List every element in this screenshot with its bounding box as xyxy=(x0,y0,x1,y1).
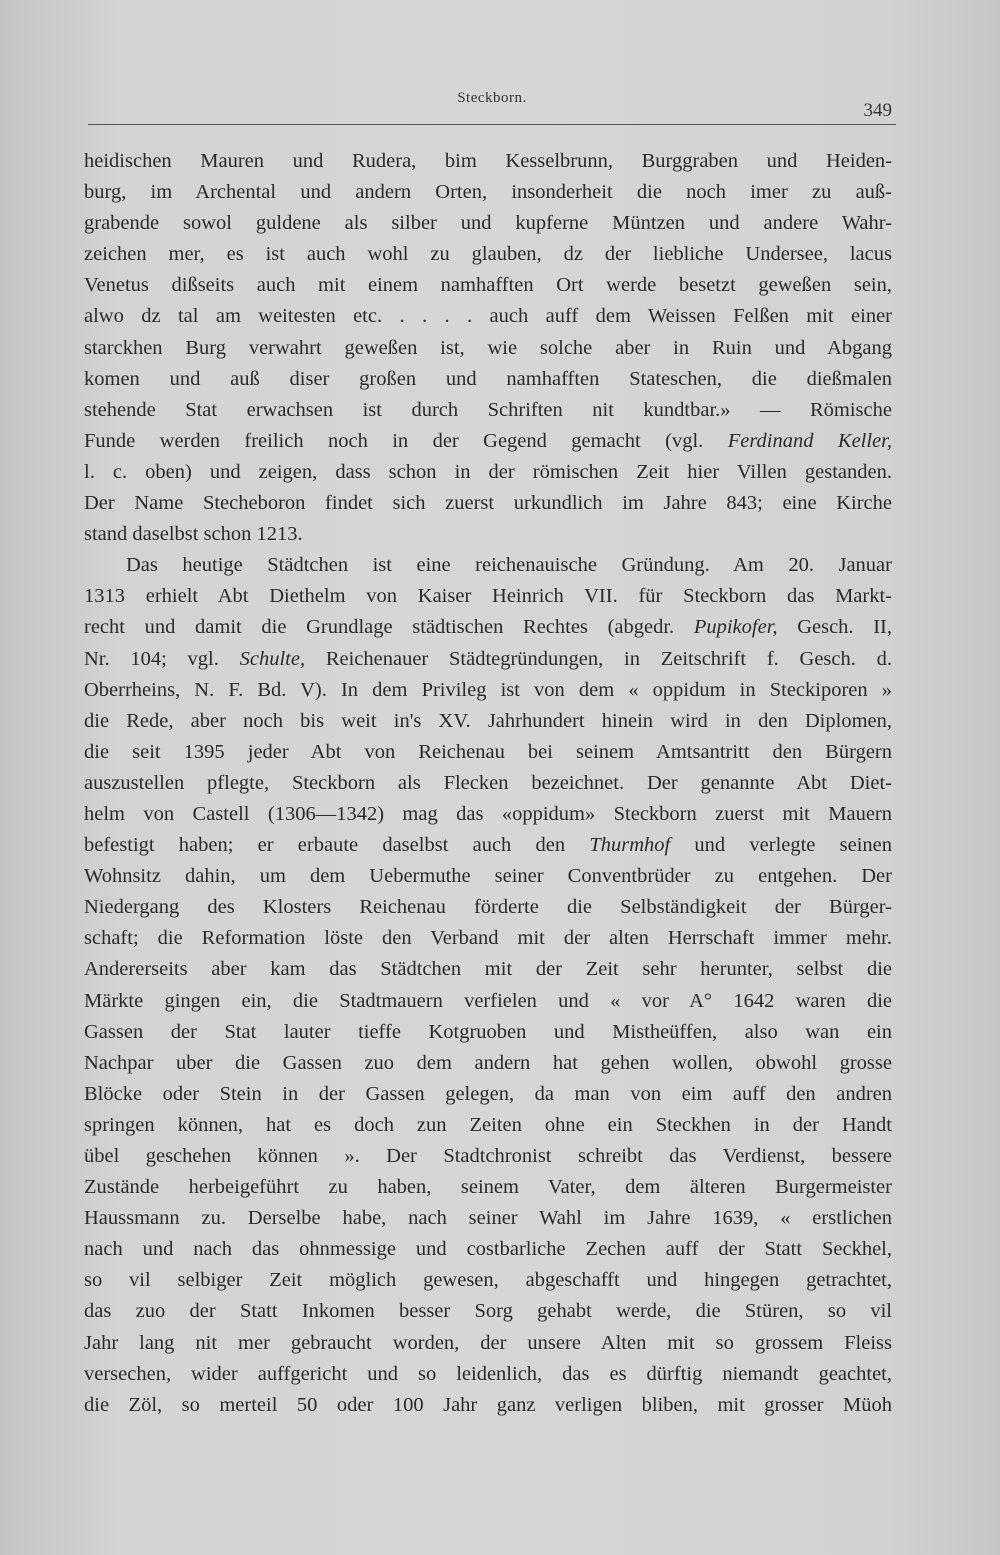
running-head: Steckborn. xyxy=(457,90,527,106)
text-line-15: 1313 erhielt Abt Diethelm von Kaiser Heinrich VII. für Steckborn das Markt- xyxy=(84,585,892,608)
text-line-6: alwo dz tal am weitesten etc. . . . . auch auff dem Weissen Felßen mit einer xyxy=(84,305,892,328)
text-line-23 xyxy=(84,830,892,861)
text-line-18: Oberrheins, N. F. Bd. V). In dem Privileg ist von dem « oppidum in Steckiporen » xyxy=(84,678,892,701)
text-line-26: schaft; die Reformation löste den Verband mit der alten Herrschaft immer mehr. xyxy=(84,927,892,950)
text-line-39: Jahr lang nit mer gebraucht worden, der unsere Alten mit so grossem Fleiss xyxy=(84,1331,892,1354)
text-line-25: Niedergang des Klosters Reichenau förderte die Selbständigkeit der Bürger- xyxy=(84,896,892,919)
text-line-4: zeichen mer, es ist auch wohl zu glauben, dz der liebliche Undersee, lacus xyxy=(84,243,892,266)
text-line-1: heidischen Mauren und Rudera, bim Kesselbrunn, Burggraben und Heiden- xyxy=(84,150,892,172)
text-line-24: Wohnsitz dahin, um dem Uebermuthe seiner Conventbrüder zu entgehen. Der xyxy=(84,865,892,888)
text-line-28: Märkte gingen ein, die Stadtmauern verfielen und « vor A° 1642 waren die xyxy=(84,989,892,1012)
text-line-23-italic: Thurmhof xyxy=(589,834,671,857)
text-line-30: Nachpar uber die Gassen zuo dem andern hat gehen wollen, obwohl grosse xyxy=(84,1051,892,1074)
text-line-14: Das heutige Städtchen ist eine reichenauische Gründung. Am 20. Januar xyxy=(126,554,892,577)
text-line-10-a: Funde werden freilich noch in der Gegend gemacht (vgl. xyxy=(84,429,728,452)
text-line-7: starckhen Burg verwahrt geweßen ist, wie solche aber in Ruin und Abgang xyxy=(84,336,892,359)
text-line-16-a: recht und damit die Grundlage städtischen Rechtes (abgedr. xyxy=(84,616,694,639)
text-line-23-b: und verlegte seinen xyxy=(670,834,892,857)
body-text xyxy=(84,146,892,1421)
text-line-10 xyxy=(84,426,892,457)
text-line-3: grabende sowol guldene als silber und kupferne Müntzen und andere Wahr- xyxy=(84,212,892,235)
text-line-34: Zustände herbeigeführt zu haben, seinem Vater, dem älteren Burgermeister xyxy=(84,1176,892,1199)
text-line-17-italic: Schulte, xyxy=(239,647,306,670)
text-line-22: helm von Castell (1306—1342) mag das «oppidum» Steckborn zuerst mit Mauern xyxy=(84,802,892,825)
text-line-19: die Rede, aber noch bis weit in's XV. Jahrhundert hinein wird in den Diplomen, xyxy=(84,709,892,732)
text-line-11: l. c. oben) und zeigen, dass schon in der römischen Zeit hier Villen gestanden. xyxy=(84,460,892,483)
text-line-13: stand daselbst schon 1213. xyxy=(84,523,303,546)
text-line-37: so vil selbiger Zeit möglich gewesen, abgeschafft und hingegen getrachtet, xyxy=(84,1269,892,1292)
page-header xyxy=(88,84,896,125)
text-line-31: Blöcke oder Stein in der Gassen gelegen, da man von eim auff den andren xyxy=(84,1082,892,1105)
text-line-10-italic: Ferdinand Keller, xyxy=(727,429,892,452)
text-line-35: Haussmann zu. Derselbe habe, nach seiner Wahl im Jahre 1639, « erstlichen xyxy=(84,1207,892,1230)
text-line-41: die Zöl, so merteil 50 oder 100 Jahr ganz verligen bliben, mit grosser Müoh xyxy=(84,1393,892,1416)
text-line-32: springen können, hat es doch zun Zeiten ohne ein Steckhen in der Handt xyxy=(84,1113,892,1136)
text-line-38: das zuo der Statt Inkomen besser Sorg gehabt werde, die Stüren, so vil xyxy=(84,1300,892,1323)
text-line-27: Andererseits aber kam das Städtchen mit der Zeit sehr herunter, selbst die xyxy=(84,958,892,981)
page-number: 349 xyxy=(863,100,892,121)
text-line-40: versechen, wider auffgericht und so leidenlich, das es dürftig niemandt geachtet, xyxy=(84,1362,892,1385)
text-line-20: die seit 1395 jeder Abt von Reichenau bei seinem Amtsantritt den Bürgern xyxy=(84,740,892,763)
text-line-33: übel geschehen können ». Der Stadtchronist schreibt das Verdienst, bessere xyxy=(84,1145,892,1167)
text-line-2: burg, im Archental und andern Orten, insonderheit die noch imer zu auß- xyxy=(84,181,892,204)
text-line-5: Venetus dißseits auch mit einem namhafften Ort werde besetzt geweßen sein, xyxy=(84,274,892,297)
text-line-36: nach und nach das ohnmessige und costbarliche Zechen auff der Statt Seckhel, xyxy=(84,1238,892,1261)
text-line-23-a: befestigt haben; er erbaute daselbst auch den xyxy=(84,834,590,857)
text-line-29: Gassen der Stat lauter tieffe Kotgruoben und Mistheüffen, also wan ein xyxy=(84,1020,892,1043)
text-line-21: auszustellen pflegte, Steckborn als Flecken bezeichnet. Der genannte Abt Diet- xyxy=(84,771,892,794)
text-line-16 xyxy=(84,612,892,643)
text-line-12: Der Name Stecheboron findet sich zuerst urkundlich im Jahre 843; eine Kirche xyxy=(84,492,892,515)
text-line-16-italic: Pupikofer, xyxy=(693,616,778,639)
text-line-17-a: Nr. 104; vgl. xyxy=(84,647,240,670)
text-line-8: komen und auß diser großen und namhafften Stateschen, die dießmalen xyxy=(84,367,892,390)
text-line-17-b: Reichenauer Städtegründungen, in Zeitschrift f. Gesch. d. xyxy=(305,647,892,670)
text-line-17 xyxy=(84,644,892,675)
text-line-16-b: Gesch. II, xyxy=(777,616,892,639)
text-line-9: stehende Stat erwachsen ist durch Schriften nit kundtbar.» — Römische xyxy=(84,398,892,421)
